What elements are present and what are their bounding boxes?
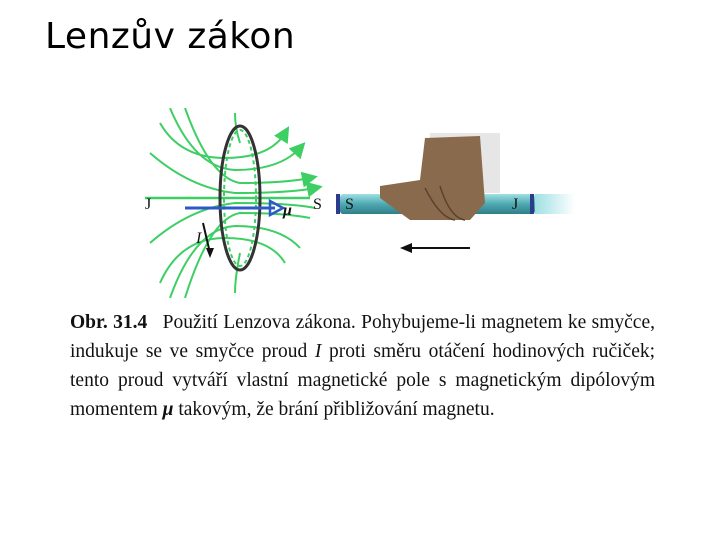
caption-part3: takovým, že brání přibližování magnetu. [178,399,495,420]
label-mu: μ [283,202,292,219]
caption-part1: Použití Lenzova zákona. Pohybujeme-li magnetem ke smyčce, indukuje se ve smyčce proud [70,312,655,362]
caption-symbol-mu: μ [162,399,174,420]
label-s-magnet: S [345,196,354,213]
caption-symbol-i: I [314,341,322,362]
figure-caption [70,308,655,424]
caption-label: Obr. 31.4 [70,312,148,333]
label-j-left: J [145,196,152,213]
label-j-magnet: J [512,196,519,213]
caption-part2: proti směru otáčení hodinových ručiček; tento proud vytváří vlastní magnetické pole s magnetickým dipólovým momentem [70,341,656,420]
label-i: I [196,230,202,247]
label-s-left: S [313,196,322,213]
lenz-law-figure [140,108,580,298]
slide-title: Lenzův zákon [45,16,296,57]
